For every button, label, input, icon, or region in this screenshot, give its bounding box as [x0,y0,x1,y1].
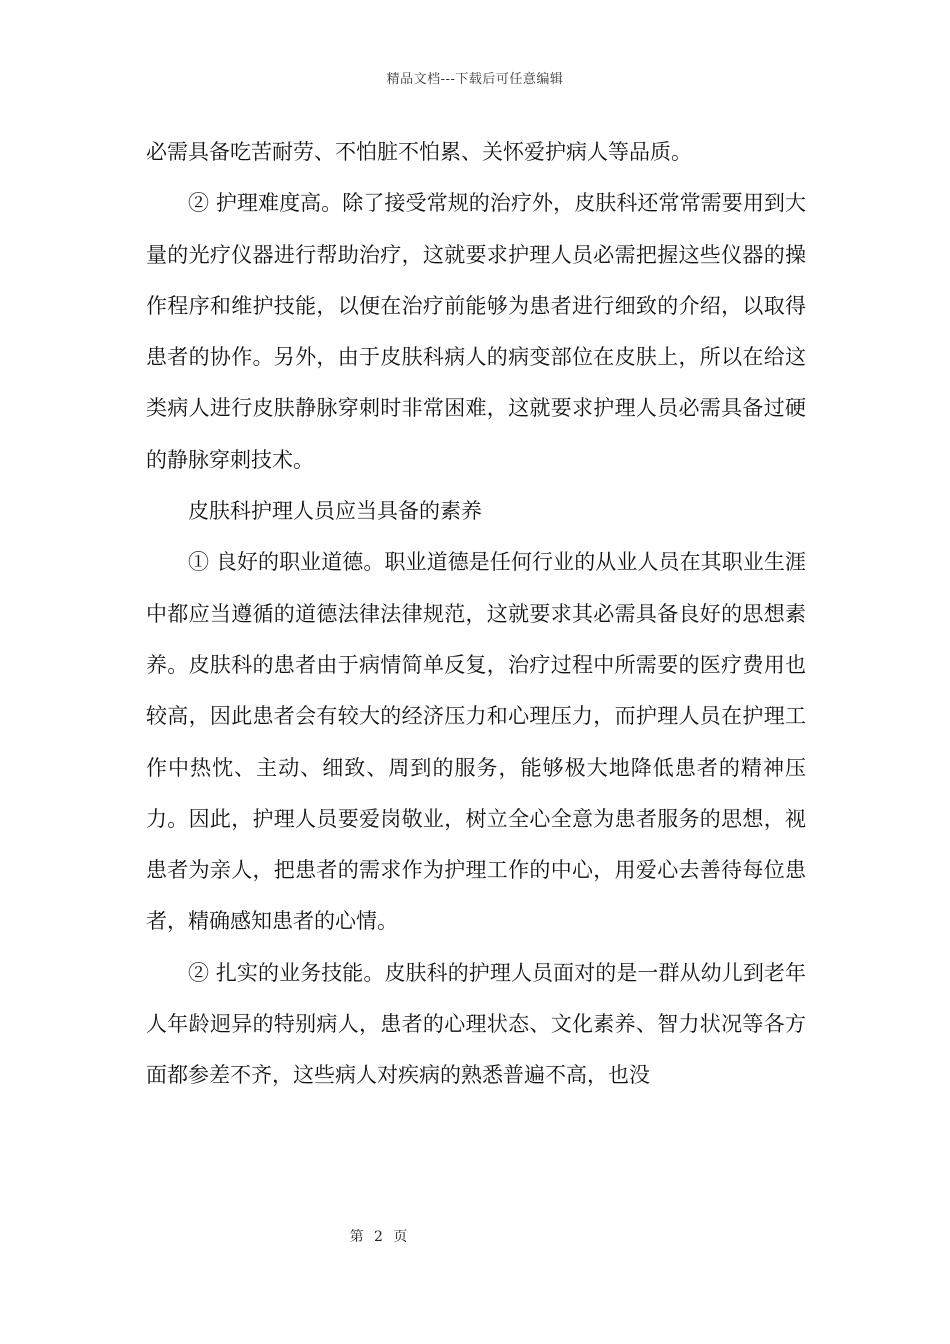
paragraph-2: ② 护理难度高。除了接受常规的治疗外，皮肤科还常常需要用到大量的光疗仪器进行帮助治疗，这就要求护理人员必需把握这些仪器的操作程序和维护技能，以便在治疗前能够为患者进行细致的介绍，以取得患者的协作。另外，由于皮肤科病人的病变部位在皮肤上，所以在给这类病人进行皮肤静脉穿刺时非常困难，这就要求护理人员必需具备过硬的静脉穿刺技术。 [146,191,806,472]
section-heading: 皮肤科护理人员应当具备的素养 [188,499,482,524]
document-body [146,127,806,1102]
page-header: 精品文档---下载后可任意编辑 [386,72,564,87]
paragraph-4: ② 扎实的业务技能。皮肤科的护理人员面对的是一群从幼儿到老年人年龄迥异的特别病人，患者的心理状态、文化素养、智力状况等各方面都参差不齐，这些病人对疾病的熟悉普遍不高，也没 [146,960,806,1088]
page-footer [0,1226,757,1246]
paragraph-1: 必需具备吃苦耐劳、不怕脏不怕累、关怀爱护病人等品质。 [146,140,692,164]
page-number: 2 [374,1229,383,1245]
paragraph-3: ① 良好的职业道德。职业道德是任何行业的从业人员在其职业生涯中都应当遵循的道德法律法律规范，这就要求其必需具备良好的思想素养。皮肤科的患者由于病情简单反复，治疗过程中所需要的医疗费用也较高，因此患者会有较大的经济压力和心理压力，而护理人员在护理工作中热忱、主动、细致、周到的服务，能够极大地降低患者的精神压力。因此，护理人员要爱岗敬业，树立全心全意为患者服务的思想，视患者为亲人，把患者的需求作为护理工作的中心，用爱心去善待每位患者，精确感知患者的心情。 [146,550,806,934]
page-label-prefix: 第 [349,1229,364,1245]
page-label-suffix: 页 [393,1229,408,1245]
